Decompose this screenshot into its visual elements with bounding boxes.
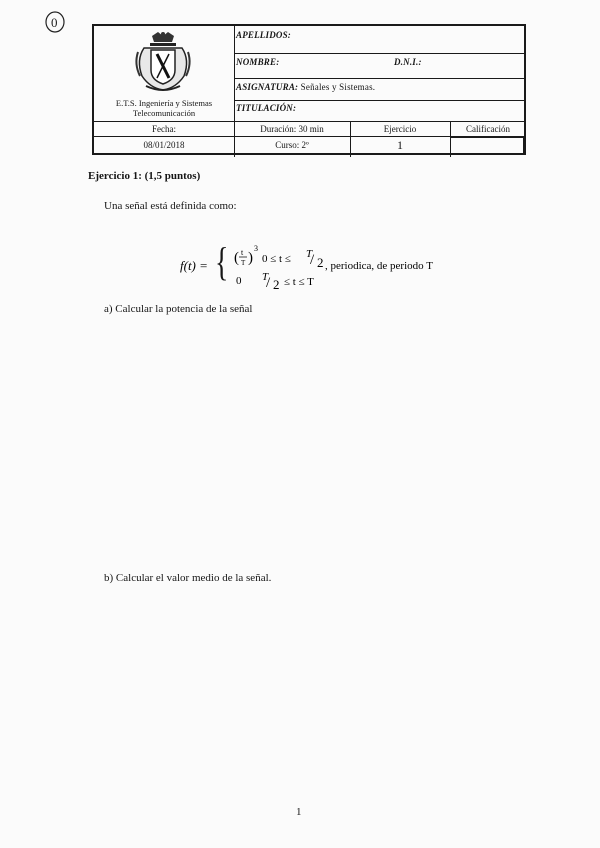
svg-text:/: /: [310, 252, 315, 268]
apellidos-label: APELLIDOS:: [236, 30, 292, 40]
nombre-label: NOMBRE:: [236, 57, 280, 67]
row-divider: [234, 53, 524, 54]
logo-cell: [94, 26, 235, 121]
grid-divider: [94, 121, 524, 122]
fecha-label: Fecha:: [152, 124, 176, 134]
university-crest-logo: [132, 30, 194, 94]
case2-half-2: 2: [273, 277, 280, 290]
svg-text:(: (: [234, 250, 239, 266]
fraction-T: T: [241, 259, 246, 267]
hand-number: 0: [51, 15, 58, 30]
piecewise-formula: [180, 242, 500, 290]
exam-header-table: [92, 24, 526, 155]
half-period-T: T: [306, 248, 313, 260]
fraction-t: t: [241, 248, 244, 257]
asignatura-label: ASIGNATURA:: [236, 82, 299, 92]
part-b-question: b) Calcular el valor medio de la señal.: [104, 572, 272, 584]
case2-value: 0: [236, 275, 242, 287]
titulacion-label: TITULACIÓN:: [236, 103, 297, 113]
svg-text:{: {: [215, 242, 229, 285]
calificacion-label: Calificación: [466, 124, 510, 134]
asignatura-field: [236, 82, 375, 92]
row-divider: [234, 78, 524, 79]
ejercicio-value: 1: [397, 138, 403, 152]
svg-text:): ): [248, 250, 253, 266]
school-name: [98, 98, 230, 118]
cube-exponent: 3: [254, 244, 258, 253]
half-period-2: 2: [317, 255, 324, 270]
row-divider: [234, 100, 524, 101]
page-number: 1: [296, 806, 302, 818]
case2-condition: ≤ t ≤ T: [284, 276, 314, 288]
asignatura-value: Señales y Sistemas.: [300, 82, 376, 92]
case1-condition: 0 ≤ t ≤: [262, 253, 291, 265]
case2-half-T: T: [262, 271, 269, 283]
exercise-intro: Una señal está definida como:: [104, 200, 237, 212]
school-name-line1: E.T.S. Ingeniería y Sistemas: [115, 98, 213, 108]
curso-label: Curso: 2º: [275, 140, 309, 150]
dni-label: D.N.I.:: [394, 57, 422, 67]
ejercicio-label: Ejercicio: [383, 124, 417, 134]
grade-box: [450, 137, 524, 155]
svg-text:/: /: [266, 275, 271, 290]
formula-lhs: f(t) =: [180, 258, 208, 273]
handwritten-circle-mark: [44, 10, 66, 34]
school-name-line2: Telecomunicación: [132, 108, 196, 118]
exercise-title: Ejercicio 1: (1,5 puntos): [88, 170, 201, 182]
periodic-text: , periodica, de periodo T: [325, 260, 433, 272]
fecha-value: 08/01/2018: [143, 140, 185, 150]
part-a-question: a) Calcular la potencia de la señal: [104, 303, 253, 315]
duracion-label: Duración: 30 min: [260, 124, 324, 134]
